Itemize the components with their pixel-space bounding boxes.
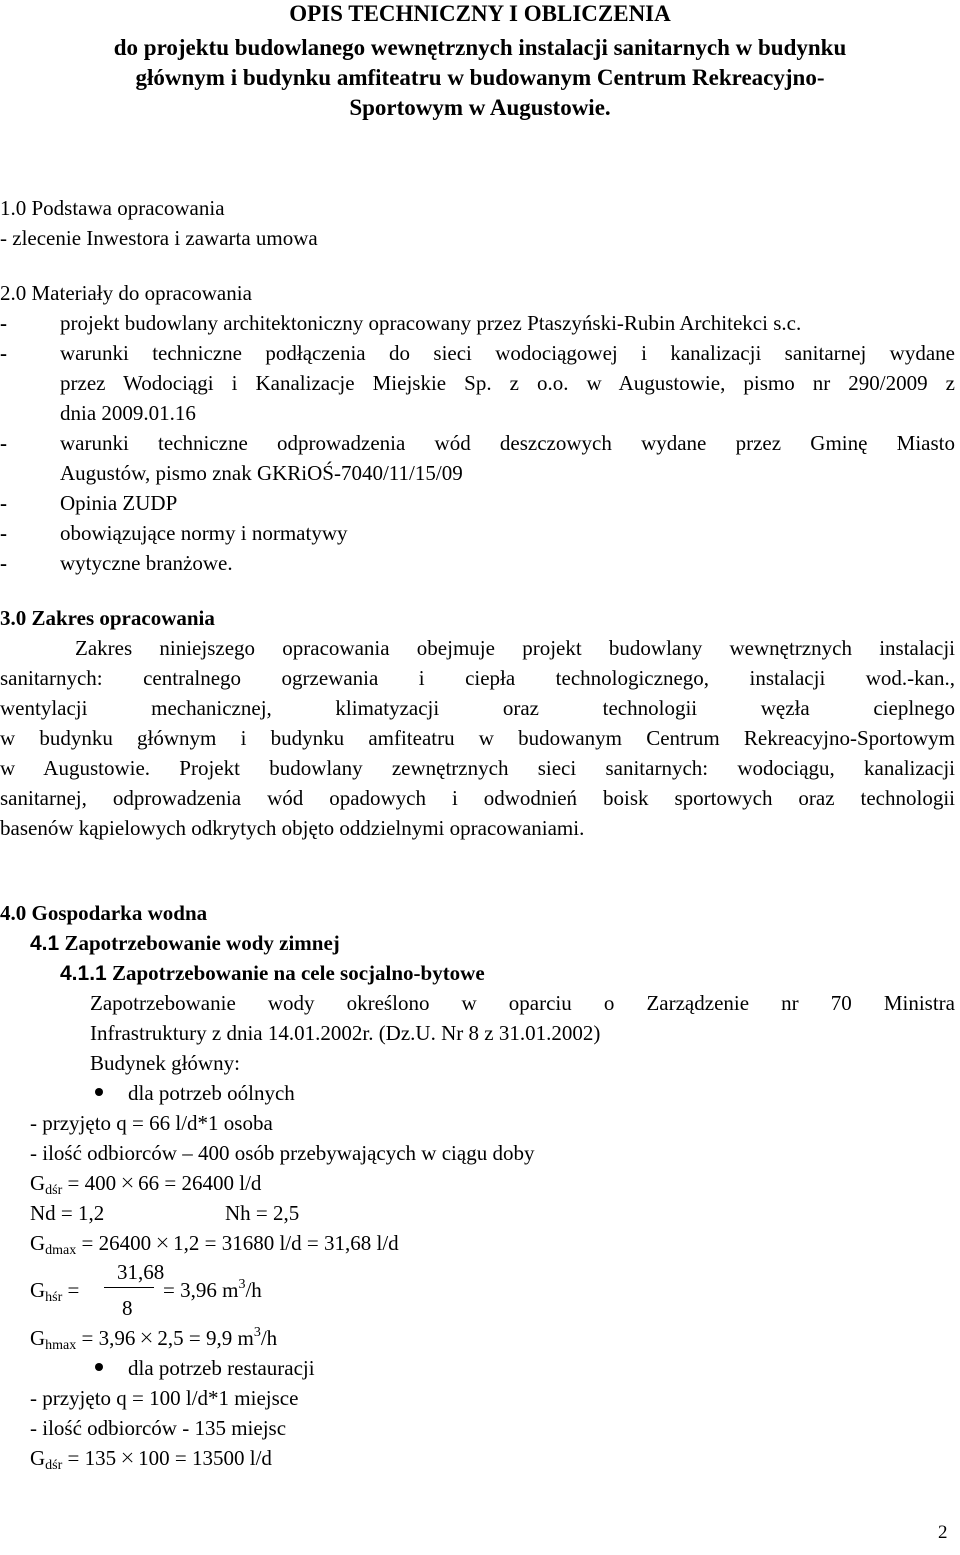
title-line-2: do projektu budowlanego wewnętrznych instalacji sanitarnych w budynku <box>113 35 847 60</box>
scope-para-line-7: basenów kąpielowych odkrytych objęto oddzielnymi opracowaniami. <box>0 816 585 840</box>
demand-para-line-1: Zapotrzebowanie wody określono w oparciu o Zarządzenie nr 70 Ministra <box>90 991 955 1015</box>
material-item-4: Opinia ZUDP <box>60 491 178 515</box>
material-item-3-line-2: Augustów, pismo znak GKRiOŚ-7040/11/15/09 <box>60 461 463 485</box>
scope-para-line-6: sanitarnej, odprowadzenia wód opadowych i odwodnień boisk sportowych oraz technologii <box>0 786 955 810</box>
bullet-icon <box>95 1088 103 1096</box>
demand-para-line-2: Infrastruktury z dnia 14.01.2002r. (Dz.U. Nr 8 z 31.01.2002) <box>90 1021 601 1045</box>
fraction-numerator: 31,68 <box>117 1260 165 1284</box>
coefficient-nh: Nh = 2,5 <box>225 1201 300 1225</box>
formula-g-hmax: $G_{hmax} = 3,96$ 2,5 = 9,9 $m^3/h$ <box>30 1325 278 1353</box>
recipients-general: - ilość odbiorców – 400 osób przebywających w ciągu doby <box>30 1141 535 1165</box>
fraction-denominator: 8 <box>122 1296 133 1320</box>
fraction-bar <box>104 1287 154 1288</box>
coefficient-nd: Nd = 1,2 <box>30 1201 105 1225</box>
material-item-3-line-1: warunki techniczne odprowadzenia wód deszczowych wydane przez Gminę Miasto <box>60 431 955 455</box>
assumed-q-general: - przyjęto q = 66 l/d*1 osoba <box>30 1111 273 1135</box>
recipients-restaurant: - ilość odbiorców - 135 miejsc <box>30 1416 287 1440</box>
scope-para-line-4: w budynku głównym i budynku amfiteatru w budowanym Centrum Rekreacyjno-Sportowym <box>0 726 955 750</box>
scope-para-line-2: sanitarnych: centralnego ogrzewania i ciepła technologicznego, instalacji wod.-kan., <box>0 666 955 690</box>
building-label: Budynek główny: <box>90 1051 240 1075</box>
section-1-heading: 1.0 Podstawa opracowania <box>0 196 225 220</box>
restaurant-needs-item: dla potrzeb restauracji <box>128 1356 315 1380</box>
list-dash: - <box>0 521 7 545</box>
multiply-icon <box>151 1234 173 1252</box>
scope-para-line-5: w Augustowie. Projekt budowlany zewnętrznych sieci sanitarnych: wodociągu, kanalizacji <box>0 756 955 780</box>
formula-g-dsr-general: $G_{dśr} = 400$ 66 = 26400 l/d <box>30 1171 262 1198</box>
formula-g-dmax: $G_{dmax} = 26400$ 1,2 = 31680 l/d = 31,68 l/d <box>30 1231 399 1258</box>
material-item-1: projekt budowlany architektoniczny opracowany przez Ptaszyński-Rubin Architekci s.c. <box>60 311 802 335</box>
multiply-icon <box>116 1174 138 1192</box>
section-2-heading: 2.0 Materiały do opracowania <box>0 281 252 305</box>
subsection-4-1-heading: 4.1 Zapotrzebowanie wody zimnej <box>30 931 340 955</box>
list-dash: - <box>0 491 7 515</box>
multiply-icon <box>116 1449 138 1467</box>
general-needs-item: dla potrzeb oólnych <box>128 1081 295 1105</box>
material-item-5: obowiązujące normy i normatywy <box>60 521 348 545</box>
section-1-item: - zlecenie Inwestora i zawarta umowa <box>0 226 318 250</box>
formula-g-hsr-result: = 3,96 $m^3/h$ <box>163 1277 262 1302</box>
bullet-icon <box>95 1363 103 1371</box>
assumed-q-restaurant: - przyjęto q = 100 l/d*1 miejsce <box>30 1386 299 1410</box>
multiply-icon <box>135 1329 157 1347</box>
list-dash: - <box>0 311 7 335</box>
material-item-2-line-1: warunki techniczne podłączenia do sieci wodociągowej i kanalizacji sanitarnej wydane <box>60 341 955 365</box>
title-line-3: głównym i budynku amfiteatru w budowanym Centrum Rekreacyjno- <box>135 65 825 90</box>
scope-para-line-3: wentylacji mechanicznej, klimatyzacji oraz technologii węzła cieplnego <box>0 696 955 720</box>
material-item-6: wytyczne branżowe. <box>60 551 233 575</box>
material-item-2-line-3: dnia 2009.01.16 <box>60 401 196 425</box>
formula-g-dsr-restaurant: $G_{dśr} = 135$ 100 = 13500 l/d <box>30 1446 272 1473</box>
page-number: 2 <box>938 1522 948 1543</box>
list-dash: - <box>0 551 7 575</box>
formula-g-hsr: $G_{hśr}$ = <box>30 1278 80 1305</box>
list-dash: - <box>0 431 7 455</box>
scope-para-line-1: Zakres niniejszego opracowania obejmuje projekt budowlany wewnętrznych instalacji <box>75 636 955 660</box>
section-4-heading: 4.0 Gospodarka wodna <box>0 901 208 925</box>
subsection-4-1-1-heading: 4.1.1 Zapotrzebowanie na cele socjalno-bytowe <box>60 961 485 985</box>
material-item-2-line-2: przez Wodociągi i Kanalizacje Miejskie Sp. z o.o. w Augustowie, pismo nr 290/2009 z <box>60 371 955 395</box>
list-dash: - <box>0 341 7 365</box>
title-line-4: Sportowym w Augustowie. <box>349 95 611 120</box>
section-3-heading: 3.0 Zakres opracowania <box>0 606 215 630</box>
title-line-1: OPIS TECHNICZNY I OBLICZENIA <box>289 1 671 26</box>
